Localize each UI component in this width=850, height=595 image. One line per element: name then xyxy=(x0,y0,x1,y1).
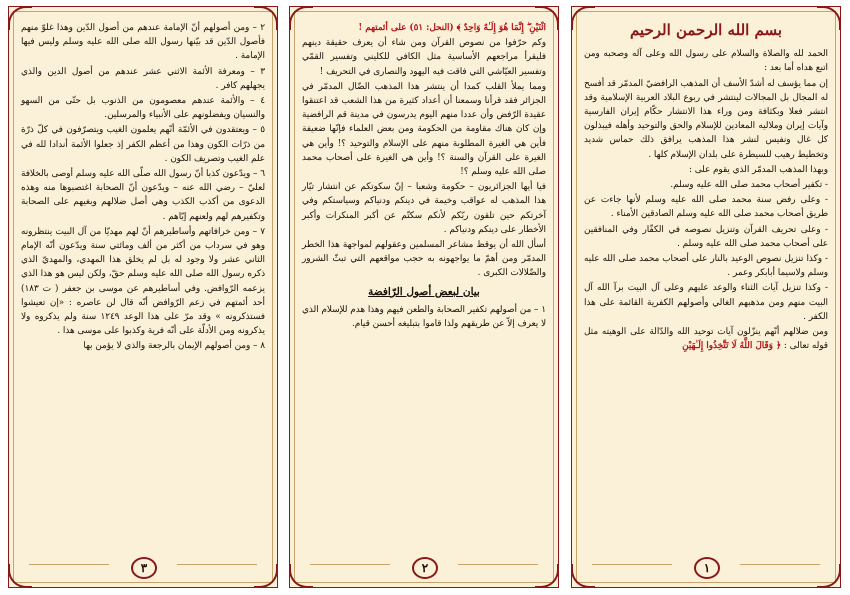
quran-verse: اثْنَيْنِ ۖ إِنَّمَا هُوَ إِلَـٰهٌ وَاحِدٌ ﴾ (النحل: ٥١) على أئمتهم ! xyxy=(358,23,546,33)
corner-ornament xyxy=(817,564,841,588)
list-item: - تكفير أصحاب محمد صلى الله عليه وسلم. xyxy=(670,180,828,191)
paragraph: أسأل الله أن يوقظ مشاعر المسلمين وعقولهم لمواجهة هذا الخطر المدمّر ومن أهمّ ما يواجهونه به حجب مواقعهم التي تبثّ الشرور والضّلالات الكبرى . xyxy=(302,240,546,279)
corner-ornament xyxy=(535,564,559,588)
corner-ornament xyxy=(571,564,595,588)
paragraph xyxy=(584,325,828,353)
divider xyxy=(740,564,820,565)
list-item: ٧ – ومن خرافاتهم وأساطيرهم أنّ لهم مهديّا من آل البيت ينتظرونه وهو في سرداب من أكثر من ألف ومائتي سنة ويدّعون أنّه الإمام الثاني عشر ولا وجود له بل لم يخلق هذا المهدي، والمهديّ الذي ذكره رسول الله صلى الله عليه وسلم حقّ، ولكن ليس هو هذا الذي يزعمه الرّوافض. وفي أساطيرهم عن موسى بن جعفر ( ت ١٨٣) أحد أئمتهم في زعم الرّوافض أنّه قال لن عاصره : «إن تعيشوا فستذكرونه » وقد مرّ على هذا الوعد ١٢٤٩ سنة ولم يذكروه ولا يذكرونه ومن الأدلّة على أنّه فرية وكذبوا على موسى هذا . xyxy=(21,226,265,337)
paragraph: فيا أيها الجزائريون – حكومة وشعبا – إنّ سكوتكم عن انتشار تيّار هذا المذهب له عواقب وخيمة في دينكم ودنياكم وسياستكم وفي آخرتكم حين تلقون ربّكم لأنكم سكتّم عن أكبر المنكرات وأكبر الأخطار على دينكم ودنياكم . xyxy=(302,182,546,235)
list-item: ٤ – والأئمة عندهم معصومون من الذنوب بل حتّى من السهو والنسيان ويفضلونهم على الأنبياء والمرسلين. xyxy=(21,96,265,121)
divider xyxy=(29,564,109,565)
list-item: - وكذا تنزيل نصوص الوعيد بالنار على أصحاب محمد صلى الله عليه وسلم ولاسيما أبابكر وعمر . xyxy=(584,254,828,279)
page-1-text xyxy=(584,21,828,354)
page-number: ٣ xyxy=(131,557,157,579)
paragraph: وبهذا المذهب المدمّر الذي يقوم على : xyxy=(688,164,828,175)
basmala: بسم الله الرحمن الرحيم xyxy=(629,21,783,39)
paragraph: ومما يملأ القلب كمدا أن ينتشر هذا المذهب الضّال المدمّر في الجزائر فقد قرأنا وسمعنا أن أعداد كثيرة من هذا الشعب قد اعتنقوا عقيدة الرّفض وأن عددا منهم اليوم يدرسون في مدينة قم الرافضية وإن كان هناك مقاومة من الحكومة ومن بعض العلماء فإنّها ضعيفة فأين هي الغيرة المطلوبة منهم على الإسلام والتوحيد ؟! وأين هي الغيرة على القرآن والسنة ؟! وأين هي الغيرة على أصحاب محمد صلى الله عليه وسلم ؟! xyxy=(302,81,546,178)
divider xyxy=(592,564,672,565)
paragraph: إن مما يؤسف له أشدّ الأسف أن المذهب الرافضيّ المدمّر قد أفسح له المجال بل المجالات لينتشر في ربوع البلاد العربية الإسلامية وقد انتشر فعلا وبكثافة ومن وراء هذا الانتشار حكّام إيران الفارسية وآيات إيران وملاليه المعادين للإسلام والحق والتوحيد وأهله فيبذلون كل غال ونفيس لنشر هذا المذهب يرافق ذلك حماس شديد وتخطيط رهيب للسيطرة على بلدان الإسلام كلها . xyxy=(584,78,828,160)
paragraph: وكم حرّفوا من نصوص القرآن ومن شاء أن يعرف حقيقة دينهم فليقرأ مراجعهم الأساسية مثل الكافي للكليني وتفسير القمّي وتفسير العيّاشي التي فاقت فيه اليهود والنصارى في التحريف ! xyxy=(302,38,546,77)
list-item: ٨ – ومن أصولهم الإيمان بالرجعة والذي لا يؤمن بها xyxy=(83,341,265,352)
corner-ornament xyxy=(254,564,278,588)
list-item: - وعلى رفض سنة محمد صلى الله عليه وسلم لأنها جاءت عن طريق أصحاب محمد صلى الله عليه وسلم الصادقين الأمناء . xyxy=(584,195,828,220)
paragraph: الحمد لله والصلاة والسلام على رسول الله وعلى آله وصحبه ومن اتبع هداه أما بعد : xyxy=(584,49,828,74)
page-number: ١ xyxy=(694,557,720,579)
page-1 xyxy=(571,6,841,588)
list-item: - وعلى تحريف القرآن وتنزيل نصوصه في الكفّار وفي المنافقين على أصحاب محمد صلى الله عليه وسلم . xyxy=(584,224,828,249)
quran-verse: ﴿ وَقَالَ اللَّهُ لَا تَتَّخِذُوا إِلَـٰهَيْنِ xyxy=(682,341,782,352)
paragraph-text: ومن ضلالهم أنّهم ينزّلون آيات توحيد الله والدّالة على الوهيته مثل قوله تعالى : xyxy=(584,327,828,352)
page-2 xyxy=(289,6,559,588)
page-3-text xyxy=(21,21,265,355)
page-2-text xyxy=(302,21,546,332)
list-item: ٥ – ويعتقدون في الأئمّة أنّهم يعلمون الغيب ويتصرّفون في كلّ ذرّة من ذرّات الكون وهذا من أعظم الكفر إذ جعلوا الأئمة أندادا لله في علم الغيب وتصريف الكون . xyxy=(21,125,265,164)
page-number: ٢ xyxy=(412,557,438,579)
list-item: - وكذا تنزيل آيات الثناء والوعد عليهم وعلى آل البيت برآ الله آل البيت منهم ومن مذهبهم الغالي وأصولهم الكفرية القائمة على هذا الكفر . xyxy=(584,283,828,322)
list-item: ٣ – ومعرفة الأئمة الاثني عشر عندهم من أصول الدين والذي يجهلهم كافر . xyxy=(21,66,265,91)
divider xyxy=(458,564,538,565)
page-3 xyxy=(8,6,278,588)
section-title: بيان لبعض أصول الرّافضة xyxy=(368,285,480,298)
list-item: ١ – من أصولهم تكفير الصحابة والطعن فيهم وهذا هدم للإسلام الذي لا يعرف إلاّ عن طريقهم ولذا قاموا بتبليغه أحسن قيام. xyxy=(302,304,546,330)
corner-ornament xyxy=(8,564,32,588)
list-item: ٢ – ومن أصولهم أنّ الإمامة عندهم من أصول الدّين وهذا غلوّ منهم فأصول الدّين قد بيّنها رسول الله صلى الله عليه وسلم وليس فيها الإمامة . xyxy=(21,23,265,62)
divider xyxy=(177,564,257,565)
corner-ornament xyxy=(289,564,313,588)
divider xyxy=(310,564,390,565)
list-item: ٦ – ويدّعون كذبا أنّ رسول الله صلّى الله عليه وسلم أوصى بالخلافة لعليّ – رضي الله عنه – ويدّعون أنّ الصحابة اغتصبوها منه وهذه الدعوى من أكذب الكذب وهي أصل ضلالهم وبغيهم على الصحابة وتكفيرهم لهم ولعنهم إيّاهم . xyxy=(21,169,265,222)
